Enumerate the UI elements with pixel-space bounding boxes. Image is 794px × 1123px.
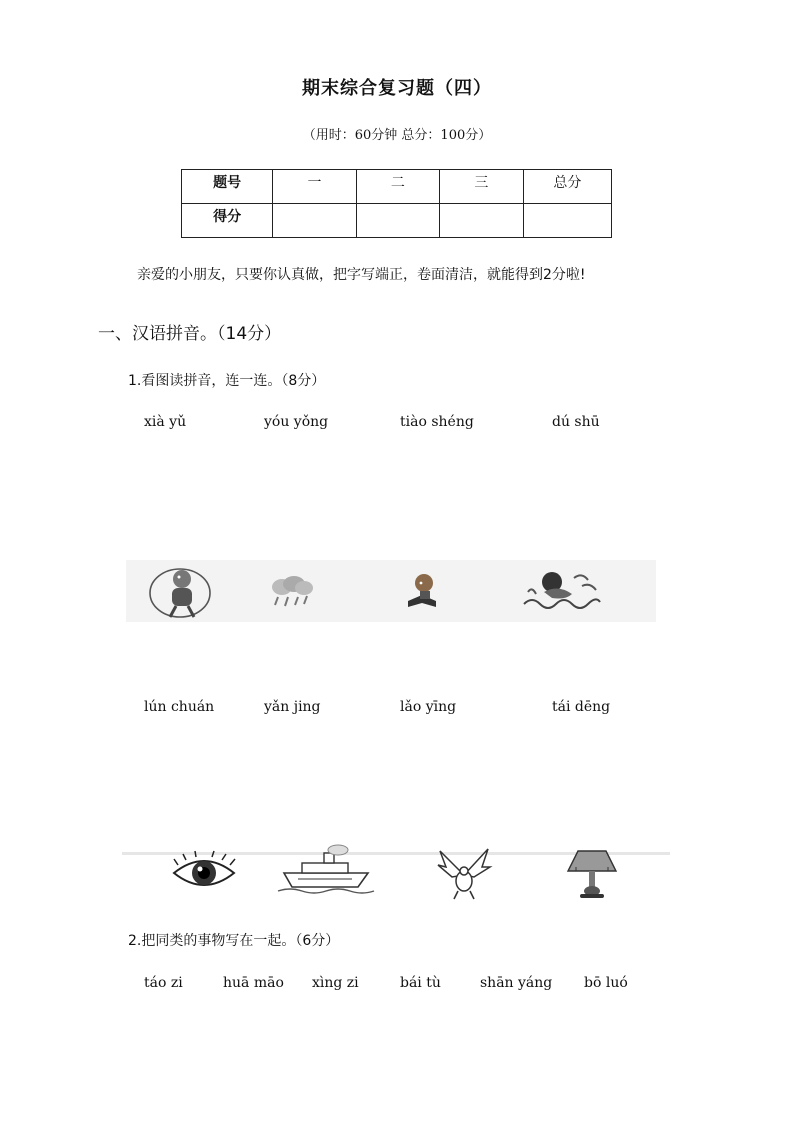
intro-text: 亲爱的小朋友，只要你认真做，把字写端正，卷面清洁，就能得到2分啦!	[137, 267, 586, 283]
table-row-label: 得分	[182, 204, 273, 238]
reading-child-icon	[402, 571, 442, 613]
page-title: 期末综合复习题（四）	[302, 78, 492, 99]
score-table	[181, 169, 612, 238]
pinyin-word: shān yáng	[480, 975, 553, 991]
exam-info: （用时：60分钟 总分：100分）	[302, 128, 492, 143]
pinyin-word: táo zi	[144, 975, 183, 991]
jump-rope-child-icon	[146, 563, 214, 619]
pinyin-word: xìng zi	[312, 975, 359, 991]
pinyin-word: xià yǔ	[144, 414, 187, 430]
pinyin-word: tiào shéng	[400, 414, 474, 430]
score-input-cell[interactable]	[273, 204, 356, 238]
pinyin-word: dú shū	[552, 414, 600, 430]
pinyin-word: bō luó	[584, 975, 628, 991]
pinyin-word: lún chuán	[144, 699, 215, 715]
table-header-cell: 三	[440, 170, 523, 204]
pinyin-word: lǎo yīng	[400, 699, 457, 715]
pinyin-word: tái dēng	[552, 699, 611, 715]
question-1-label: 1.看图读拼音，连一连。（8分）	[128, 373, 326, 389]
table-header-cell: 总分	[523, 170, 611, 204]
score-input-cell[interactable]	[440, 204, 523, 238]
eagle-icon	[436, 845, 492, 901]
table-row	[182, 170, 612, 204]
table-row	[182, 204, 612, 238]
table-header-cell: 一	[273, 170, 356, 204]
eye-icon	[170, 853, 238, 893]
pinyin-word: yóu yǒng	[264, 414, 329, 430]
rain-cloud-icon	[268, 575, 316, 609]
swimmer-icon	[522, 566, 602, 614]
question-2-label: 2.把同类的事物写在一起。（6分）	[128, 933, 340, 949]
table-header-cell: 题号	[182, 170, 273, 204]
table-header-cell: 二	[356, 170, 439, 204]
score-input-cell[interactable]	[523, 204, 611, 238]
section-heading: 一、汉语拼音。（14分）	[98, 324, 282, 344]
score-input-cell[interactable]	[356, 204, 439, 238]
ship-icon	[278, 845, 374, 893]
pinyin-word: yǎn jing	[264, 699, 321, 715]
pinyin-word: huā māo	[223, 975, 284, 991]
pinyin-word: bái tù	[400, 975, 441, 991]
table-lamp-icon	[566, 849, 618, 901]
